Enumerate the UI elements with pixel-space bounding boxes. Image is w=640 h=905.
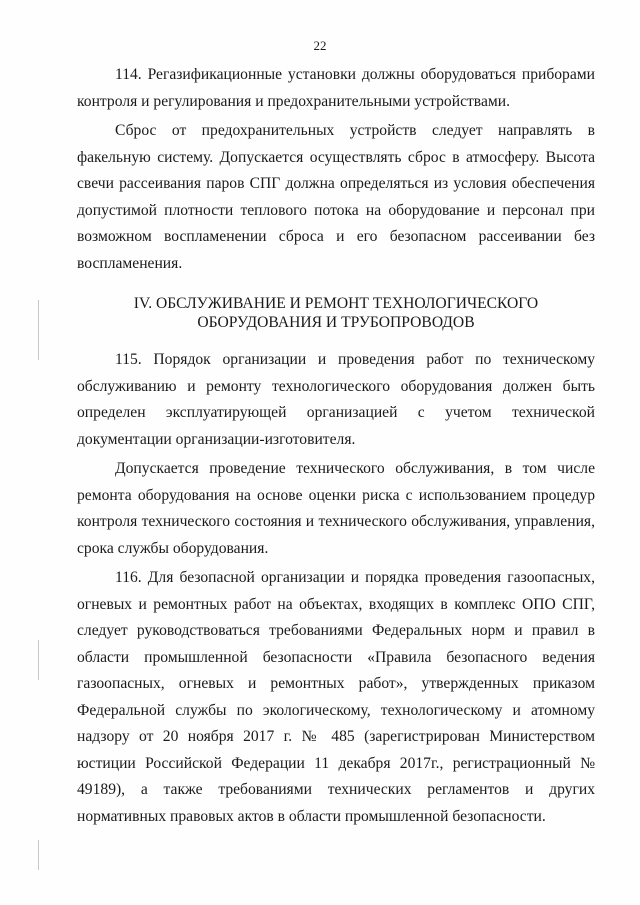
scan-margin-mark — [38, 640, 39, 680]
document-body — [77, 62, 595, 830]
paragraph-115-continuation: Допускается проведение технического обслуживания, в том числе ремонта оборудования на основе оценки риска с использованием процедур контроля технического состояния и технического обслуживания, управления, срока службы оборудования. — [77, 460, 595, 557]
section-heading — [77, 294, 595, 332]
page-number: 22 — [313, 38, 327, 53]
paragraph-114-continuation: Сброс от предохранительных устройств следует направлять в факельную систему. Допускается осуществлять сброс в атмосферу. Высота свечи рассеивания паров СПГ должна определяться из условия обеспечения допустимой плотности теплового потока на оборудование и персонал при возможном воспламенении сброса и его безопасном рассеивании без воспламенения. — [77, 122, 595, 272]
section-heading-line-2: ОБОРУДОВАНИЯ И ТРУБОПРОВОДОВ — [197, 314, 475, 331]
scan-margin-mark — [38, 300, 39, 360]
section-heading-line-1: IV. ОБСЛУЖИВАНИЕ И РЕМОНТ ТЕХНОЛОГИЧЕСКОГО — [133, 295, 539, 312]
scan-margin-mark — [38, 840, 39, 870]
paragraph-116: 116. Для безопасной организации и порядка проведения газоопасных, огневых и ремонтных работ на объектах, входящих в комплекс ОПО СПГ, следует руководствоваться требованиями Федеральных норм и правил в области промышленной безопасности «Правила безопасного ведения газоопасных, огневых и ремонтных работ», утвержденных приказом Федеральной службы по экологическому, технологическому и атомному надзору от 20 ноября 2017 г. № 485 (зарегистрирован Министерством юстиции Российской Федерации 11 декабря 2017г., регистрационный № 49189), а также требованиями технических регламентов и других нормативных правовых актов в области промышленной безопасности. — [77, 569, 595, 825]
paragraph-115: 115. Порядок организации и проведения работ по техническому обслуживанию и ремонту технологического оборудования должен быть определен эксплуатирующей организацией с учетом технической документации организации-изготовителя. — [77, 351, 595, 448]
paragraph-114: 114. Регазификационные установки должны оборудоваться приборами контроля и регулирования и предохранительными устройствами. — [77, 66, 595, 110]
